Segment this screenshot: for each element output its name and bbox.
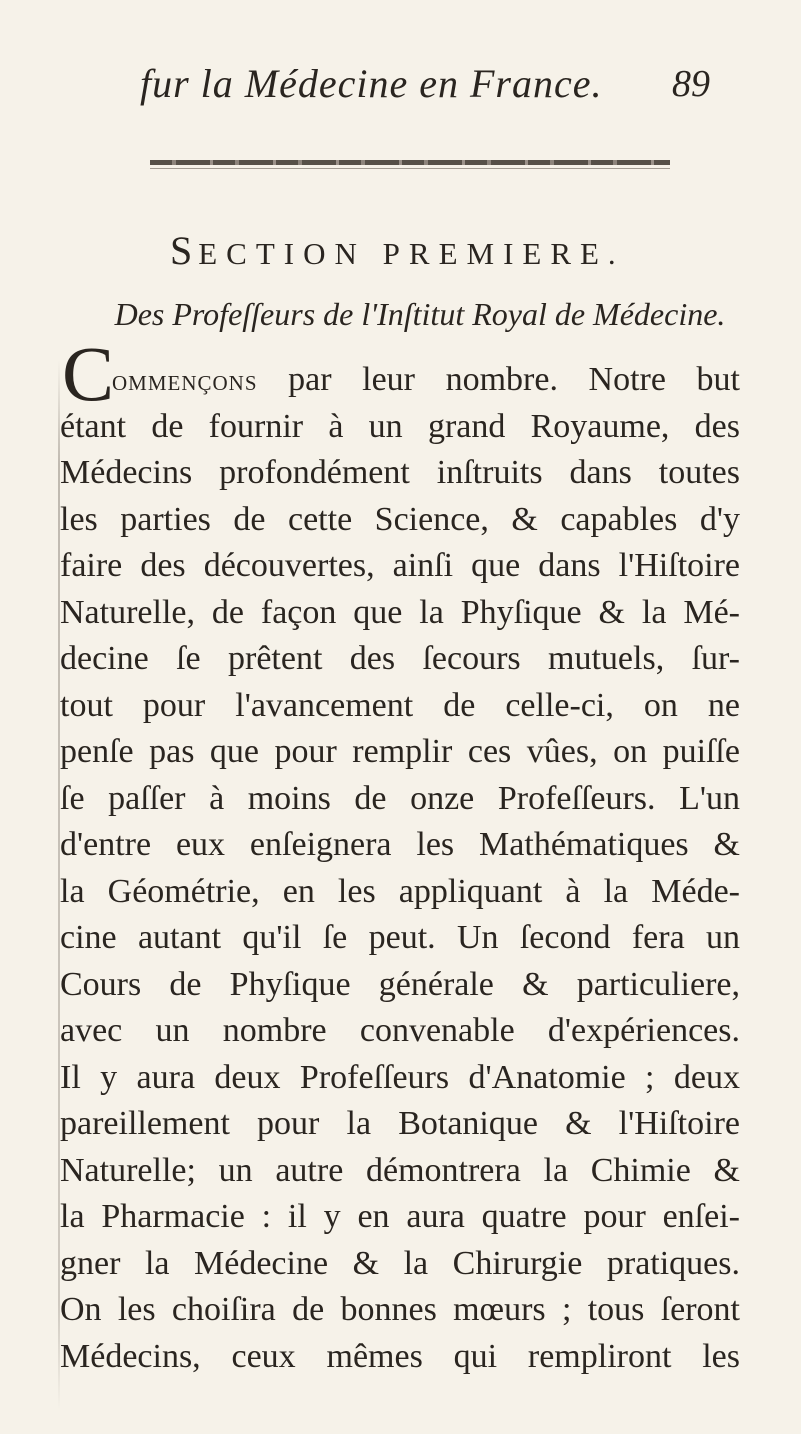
text-line: les parties de cette Science, & capables d'y (60, 500, 740, 538)
drop-cap: C (62, 330, 115, 417)
decorative-rule (150, 160, 670, 165)
first-word: ommençons (112, 364, 258, 397)
section-heading (170, 227, 670, 274)
text-line: la Pharmacie : il y en aura quatre pour enſei- (60, 1198, 740, 1235)
text-line: Naturelle; un autre démontrera la Chimie & (60, 1151, 740, 1189)
running-title: fur la Médecine en France. (140, 61, 603, 106)
text-line: Médecins, ceux mêmes qui rempliront les (60, 1337, 740, 1375)
text-line: d'entre eux enſeignera les Mathématiques & (60, 826, 740, 863)
text-line: avec un nombre convenable d'expériences. (60, 1012, 740, 1049)
text-line: penſe pas que pour remplir ces vûes, on puiſſe (60, 733, 740, 770)
text-line: Cours de Phyſique générale & particuliere, (60, 965, 740, 1003)
text-line: decine ſe prêtent des ſecours mutuels, ſur- (60, 640, 740, 677)
text-line: étant de fournir à un grand Royaume, des (60, 407, 740, 445)
text-line (60, 330, 740, 417)
text-line: gner la Médecine & la Chirurgie pratiques. (60, 1244, 740, 1282)
text-line: Médecins profondément inſtruits dans toutes (60, 454, 740, 491)
text-line: ſe paſſer à moins de onze Profeſſeurs. L'un (60, 779, 740, 817)
text-line: la Géométrie, en les appliquant à la Méde- (60, 872, 740, 910)
text-line: tout pour l'avancement de celle-ci, on ne (60, 686, 740, 724)
text-line-content: par leur nombre. Notre but (288, 361, 740, 398)
text-line: On les choiſira de bonnes mœurs ; tous ſeront (60, 1291, 740, 1328)
text-line: faire des découvertes, ainſi que dans l'Hiſtoire (60, 547, 740, 584)
page-number: 89 (672, 63, 710, 105)
running-head (140, 60, 710, 110)
text-line: pareillement pour la Botanique & l'Hiſtoire (60, 1105, 740, 1142)
text-line: Il y aura deux Profeſſeurs d'Anatomie ; deux (60, 1058, 740, 1096)
decorative-rule-thin (150, 168, 670, 169)
body-text (60, 330, 740, 1380)
section-heading-rest: ECTION PREMIERE. (198, 236, 625, 271)
text-line: cine autant qu'il ſe peut. Un ſecond fera un (60, 919, 740, 956)
section-heading-initial: S (170, 228, 199, 273)
text-line: Naturelle, de façon que la Phyſique & la Mé- (60, 593, 740, 631)
section-subtitle: Des Profeſſeurs de l'Inſtitut Royal de Médecine. (114, 296, 726, 332)
